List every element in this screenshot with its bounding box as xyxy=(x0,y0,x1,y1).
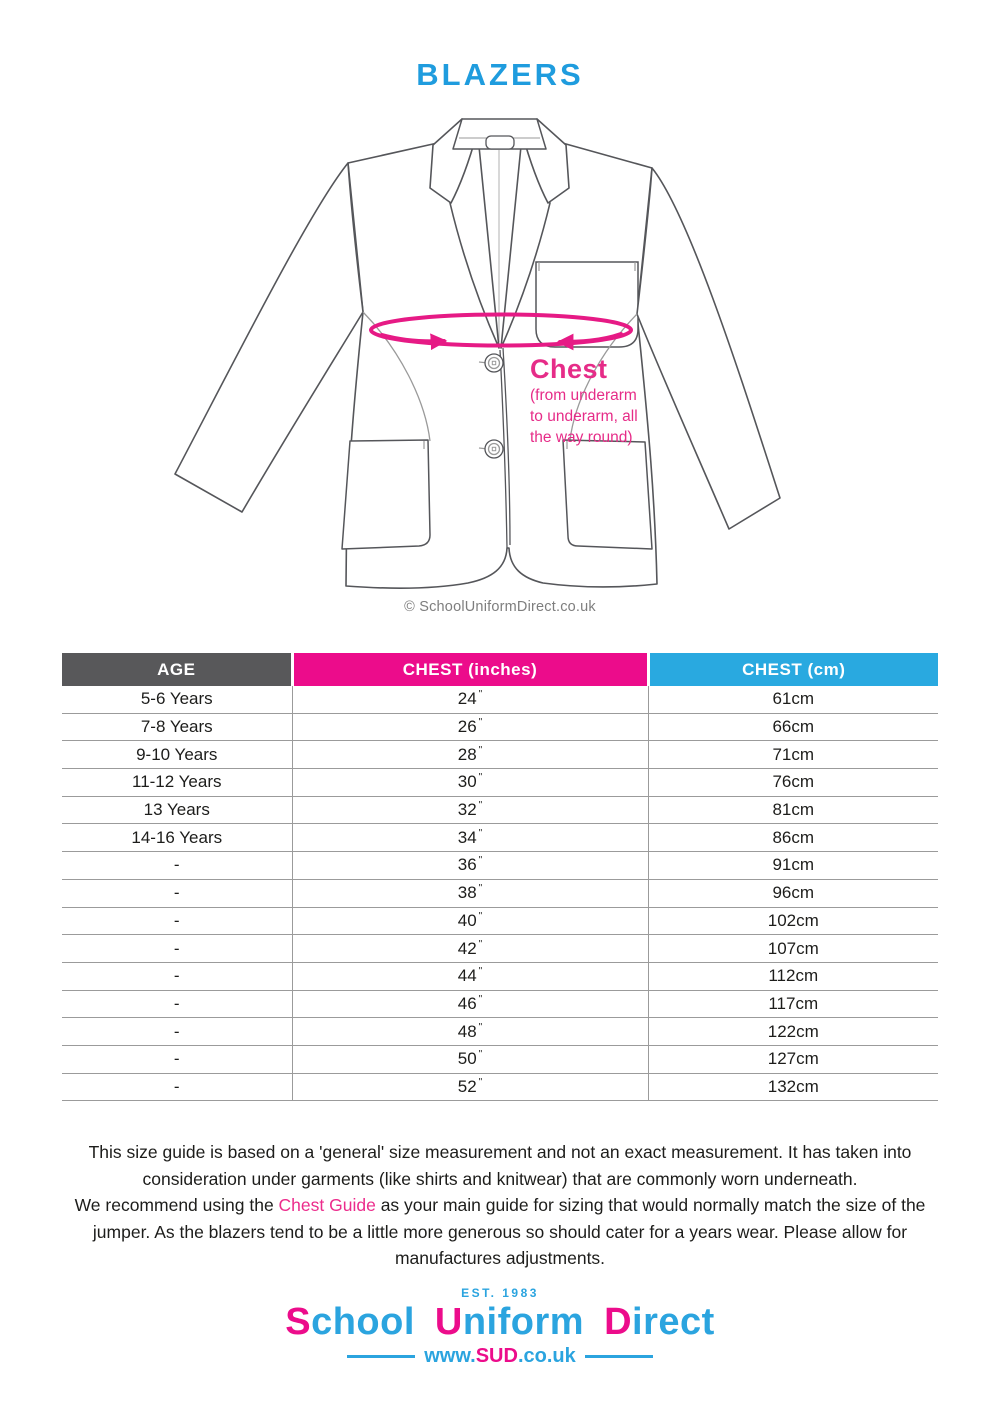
inch-mark: " xyxy=(478,744,483,756)
inches-cell: 36 " xyxy=(292,852,648,880)
cm-cell: 81cm xyxy=(648,796,938,824)
table-row xyxy=(62,1045,938,1073)
col-header-chest-cm: CHEST (cm) xyxy=(648,653,938,686)
inch-mark: " xyxy=(478,1049,483,1061)
brand-logo xyxy=(0,1286,1000,1368)
table-row xyxy=(62,935,938,963)
col-header-chest-inches: CHEST (inches) xyxy=(292,653,648,686)
inches-cell: 34 " xyxy=(292,824,648,852)
cm-cell: 112cm xyxy=(648,962,938,990)
inch-mark: " xyxy=(478,1021,483,1033)
table-row xyxy=(62,907,938,935)
inch-mark: " xyxy=(478,827,483,839)
logo-url[interactable]: www.SUD.co.uk xyxy=(0,1345,1000,1368)
age-cell: 7-8 Years xyxy=(62,713,292,741)
age-cell: 14-16 Years xyxy=(62,824,292,852)
inches-cell: 46 " xyxy=(292,990,648,1018)
inches-cell: 32 " xyxy=(292,796,648,824)
age-cell: - xyxy=(62,990,292,1018)
inch-mark: " xyxy=(478,993,483,1005)
cm-cell: 127cm xyxy=(648,1045,938,1073)
table-row xyxy=(62,686,938,713)
table-row xyxy=(62,1018,938,1046)
cm-cell: 107cm xyxy=(648,935,938,963)
inches-cell: 26 " xyxy=(292,713,648,741)
inch-mark: " xyxy=(478,966,483,978)
cm-cell: 66cm xyxy=(648,713,938,741)
cm-cell: 76cm xyxy=(648,769,938,797)
inch-mark: " xyxy=(478,855,483,867)
cm-cell: 71cm xyxy=(648,741,938,769)
collar xyxy=(453,119,546,149)
inches-cell: 52 " xyxy=(292,1073,648,1101)
inch-mark: " xyxy=(478,1076,483,1088)
inches-cell: 24 " xyxy=(292,686,648,713)
table-row xyxy=(62,879,938,907)
hanger-loop xyxy=(486,136,514,149)
age-cell: - xyxy=(62,935,292,963)
age-cell: - xyxy=(62,962,292,990)
inches-cell: 44 " xyxy=(292,962,648,990)
cm-cell: 102cm xyxy=(648,907,938,935)
page-title: BLAZERS xyxy=(416,57,584,92)
age-cell: 11-12 Years xyxy=(62,769,292,797)
inch-mark: " xyxy=(478,772,483,784)
table-row xyxy=(62,713,938,741)
table-row xyxy=(62,741,938,769)
age-cell: - xyxy=(62,1018,292,1046)
cm-cell: 117cm xyxy=(648,990,938,1018)
age-cell: - xyxy=(62,907,292,935)
age-cell: - xyxy=(62,1045,292,1073)
size-guide-notes xyxy=(44,1139,956,1272)
blazer-illustration xyxy=(170,110,830,610)
table-row xyxy=(62,1073,938,1101)
logo-wordmark: School Uniform Direct xyxy=(285,1301,715,1343)
logo-est-text: EST. 1983 xyxy=(461,1286,539,1300)
chest-annotation-line3: the way round) xyxy=(530,429,633,446)
table-row xyxy=(62,852,938,880)
logo-dash-right xyxy=(585,1355,653,1358)
col-header-age: AGE xyxy=(62,653,292,686)
chest-annotation-line2: to underarm, all xyxy=(530,408,638,425)
table-row xyxy=(62,824,938,852)
inches-cell: 48 " xyxy=(292,1018,648,1046)
notes-paragraph-2: We recommend using the Chest Guide as your main guide for sizing that would normally match the size of the jumper. As the blazers tend to be a little more generous so should cater for a years wear. Please allow for manufactures adjustments. xyxy=(74,1195,926,1269)
inches-cell: 28 " xyxy=(292,741,648,769)
table-row xyxy=(62,769,938,797)
age-cell: - xyxy=(62,852,292,880)
cm-cell: 122cm xyxy=(648,1018,938,1046)
inches-cell: 50 " xyxy=(292,1045,648,1073)
inch-mark: " xyxy=(478,883,483,895)
notes-paragraph-1: This size guide is based on a 'general' size measurement and not an exact measurement. It has taken into consideration under garments (like shirts and knitwear) that are commonly worn underneath. xyxy=(88,1142,912,1189)
age-cell: - xyxy=(62,879,292,907)
inches-cell: 38 " xyxy=(292,879,648,907)
logo-dash-left xyxy=(347,1355,415,1358)
inch-mark: " xyxy=(478,717,483,729)
inch-mark: " xyxy=(478,800,483,812)
table-row xyxy=(62,962,938,990)
cm-cell: 61cm xyxy=(648,686,938,713)
size-table xyxy=(62,653,938,1101)
inches-cell: 42 " xyxy=(292,935,648,963)
cm-cell: 96cm xyxy=(648,879,938,907)
copyright-note: © SchoolUniformDirect.co.uk xyxy=(404,599,596,615)
chest-guide-link[interactable]: Chest Guide xyxy=(278,1195,376,1216)
cm-cell: 132cm xyxy=(648,1073,938,1101)
age-cell: 13 Years xyxy=(62,796,292,824)
table-row xyxy=(62,990,938,1018)
inch-mark: " xyxy=(478,910,483,922)
inch-mark: " xyxy=(478,938,483,950)
age-cell: 5-6 Years xyxy=(62,686,292,713)
table-row xyxy=(62,796,938,824)
table-header-row xyxy=(62,653,938,686)
inches-cell: 30 " xyxy=(292,769,648,797)
cm-cell: 91cm xyxy=(648,852,938,880)
blazer-figure xyxy=(170,110,830,610)
inch-mark: " xyxy=(478,689,483,701)
inches-cell: 40 " xyxy=(292,907,648,935)
age-cell: - xyxy=(62,1073,292,1101)
age-cell: 9-10 Years xyxy=(62,741,292,769)
chest-annotation-label: Chest xyxy=(530,354,608,384)
chest-annotation-line1: (from underarm xyxy=(530,387,637,404)
cm-cell: 86cm xyxy=(648,824,938,852)
